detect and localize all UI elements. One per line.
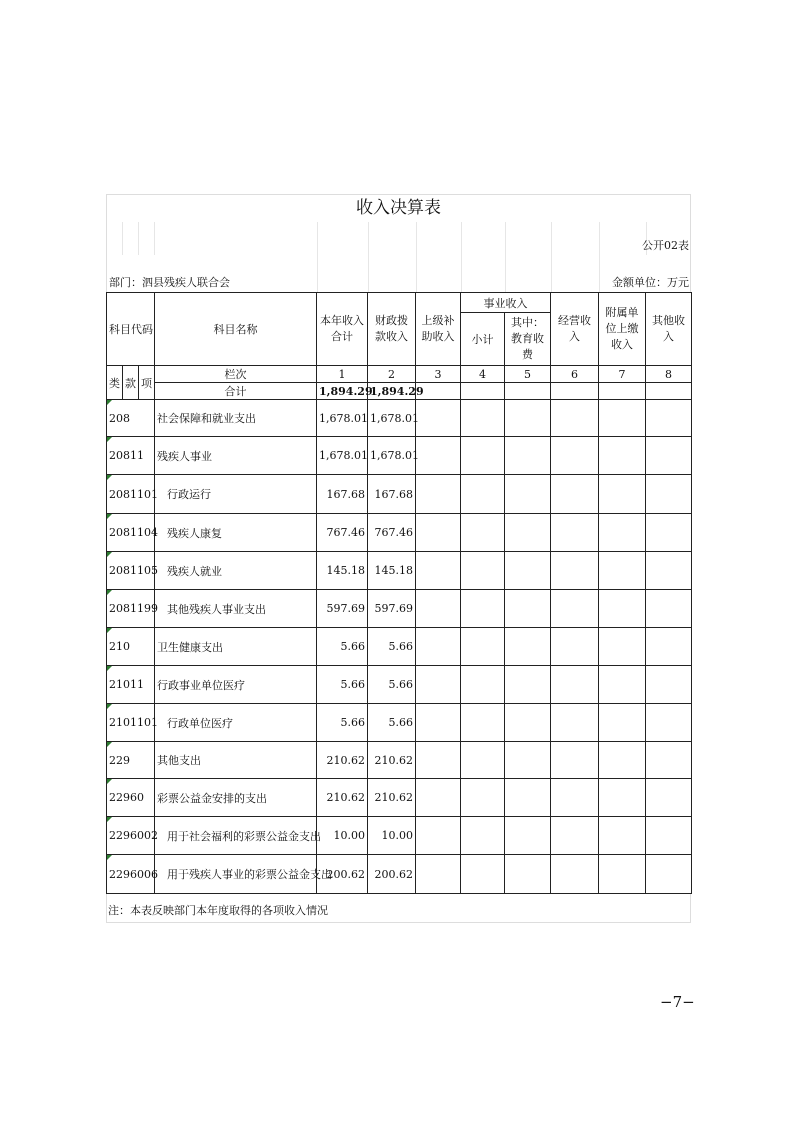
total-row-label: 合计 <box>155 383 317 400</box>
table-row <box>107 817 692 855</box>
total-income-cell: 200.62 <box>317 855 368 894</box>
table-row <box>107 704 692 742</box>
table-note: 注：本表反映部门本年度取得的各项收入情况 <box>106 894 691 923</box>
col-number: 6 <box>551 366 599 383</box>
subject-name: 其他支出 <box>155 742 317 779</box>
total-income-cell: 5.66 <box>317 704 368 742</box>
table-row <box>107 666 692 704</box>
subject-name: 彩票公益金安排的支出 <box>155 779 317 817</box>
subject-code: 2081105 <box>107 552 155 590</box>
form-number: 公开02表 <box>642 239 689 252</box>
fiscal-appropriation-cell: 167.68 <box>368 475 416 514</box>
fiscal-appropriation-cell: 597.69 <box>368 590 416 628</box>
total-income-cell: 167.68 <box>317 475 368 514</box>
total-income-cell: 1,678.01 <box>317 437 368 475</box>
header-superior-subsidy: 上级补助收入 <box>416 293 461 366</box>
total-fiscal-value: 1,894.29 <box>368 383 416 400</box>
col-number: 1 <box>317 366 368 383</box>
header-lei: 类 <box>107 366 123 400</box>
subject-name: 行政单位医疗 <box>155 704 317 742</box>
header-total-income: 本年收入合计 <box>317 293 368 366</box>
subject-code: 229 <box>107 742 155 779</box>
table-row <box>107 400 692 437</box>
fiscal-appropriation-cell: 767.46 <box>368 514 416 552</box>
header-subtotal: 小计 <box>461 313 505 366</box>
total-income-cell: 5.66 <box>317 628 368 666</box>
header-subject-code: 科目代码 <box>107 293 155 366</box>
table-row <box>107 742 692 779</box>
table-row <box>107 475 692 514</box>
header-xiang: 项 <box>139 366 155 400</box>
department-label: 部门：泗县残疾人联合会 <box>109 276 230 289</box>
subject-code: 2081104 <box>107 514 155 552</box>
info-row <box>106 255 691 292</box>
total-income-value: 1,894.29 <box>317 383 368 400</box>
subject-name: 残疾人事业 <box>155 437 317 475</box>
subject-name: 用于残疾人事业的彩票公益金支出 <box>155 855 317 894</box>
subject-name: 社会保障和就业支出 <box>155 400 317 437</box>
subject-code: 208 <box>107 400 155 437</box>
subject-name: 卫生健康支出 <box>155 628 317 666</box>
table-title: 收入决算表 <box>106 194 691 222</box>
col-number: 4 <box>461 366 505 383</box>
subject-name: 其他残疾人事业支出 <box>155 590 317 628</box>
subject-code: 210 <box>107 628 155 666</box>
total-income-cell: 210.62 <box>317 742 368 779</box>
fiscal-appropriation-cell: 145.18 <box>368 552 416 590</box>
income-statement-sheet <box>106 194 691 923</box>
header-subject-name: 科目名称 <box>155 293 317 366</box>
total-income-cell: 767.46 <box>317 514 368 552</box>
fiscal-appropriation-cell: 5.66 <box>368 628 416 666</box>
subject-name: 用于社会福利的彩票公益金支出 <box>155 817 317 855</box>
header-affiliated-income: 附属单位上缴收入 <box>599 293 646 366</box>
fiscal-appropriation-cell: 210.62 <box>368 779 416 817</box>
subject-name: 行政事业单位医疗 <box>155 666 317 704</box>
col-number: 2 <box>368 366 416 383</box>
header-business-income: 事业收入 <box>461 293 551 313</box>
form-number-row <box>106 222 691 255</box>
header-kuan: 款 <box>123 366 139 400</box>
fiscal-appropriation-cell: 10.00 <box>368 817 416 855</box>
header-other-income: 其他收入 <box>646 293 692 366</box>
subject-name: 残疾人就业 <box>155 552 317 590</box>
subject-code: 2296006 <box>107 855 155 894</box>
total-income-cell: 145.18 <box>317 552 368 590</box>
page-number: −7− <box>660 993 695 1011</box>
table-row <box>107 779 692 817</box>
header-fiscal-appropriation: 财政拨款收入 <box>368 293 416 366</box>
fiscal-appropriation-cell: 210.62 <box>368 742 416 779</box>
table-row <box>107 628 692 666</box>
col-number: 7 <box>599 366 646 383</box>
total-income-cell: 10.00 <box>317 817 368 855</box>
subject-name: 行政运行 <box>155 475 317 514</box>
total-income-cell: 210.62 <box>317 779 368 817</box>
subject-name: 残疾人康复 <box>155 514 317 552</box>
unit-label: 金额单位：万元 <box>612 276 689 289</box>
subject-code: 20811 <box>107 437 155 475</box>
fiscal-appropriation-cell: 5.66 <box>368 704 416 742</box>
subject-code: 2101101 <box>107 704 155 742</box>
table-row <box>107 437 692 475</box>
total-income-cell: 5.66 <box>317 666 368 704</box>
table-row <box>107 590 692 628</box>
fiscal-appropriation-cell: 1,678.01 <box>368 400 416 437</box>
fiscal-appropriation-cell: 5.66 <box>368 666 416 704</box>
subject-code: 2081101 <box>107 475 155 514</box>
col-number: 3 <box>416 366 461 383</box>
total-income-cell: 1,678.01 <box>317 400 368 437</box>
column-index-label: 栏次 <box>155 366 317 383</box>
table-row <box>107 855 692 894</box>
header-operating-income: 经营收入 <box>551 293 599 366</box>
subject-code: 22960 <box>107 779 155 817</box>
income-table <box>106 292 692 894</box>
col-number: 8 <box>646 366 692 383</box>
header-education-fee: 其中：教育收费 <box>505 313 551 366</box>
fiscal-appropriation-cell: 1,678.01 <box>368 437 416 475</box>
fiscal-appropriation-cell: 200.62 <box>368 855 416 894</box>
subject-code: 21011 <box>107 666 155 704</box>
table-row <box>107 514 692 552</box>
subject-code: 2081199 <box>107 590 155 628</box>
subject-code: 2296002 <box>107 817 155 855</box>
total-income-cell: 597.69 <box>317 590 368 628</box>
table-row <box>107 552 692 590</box>
col-number: 5 <box>505 366 551 383</box>
